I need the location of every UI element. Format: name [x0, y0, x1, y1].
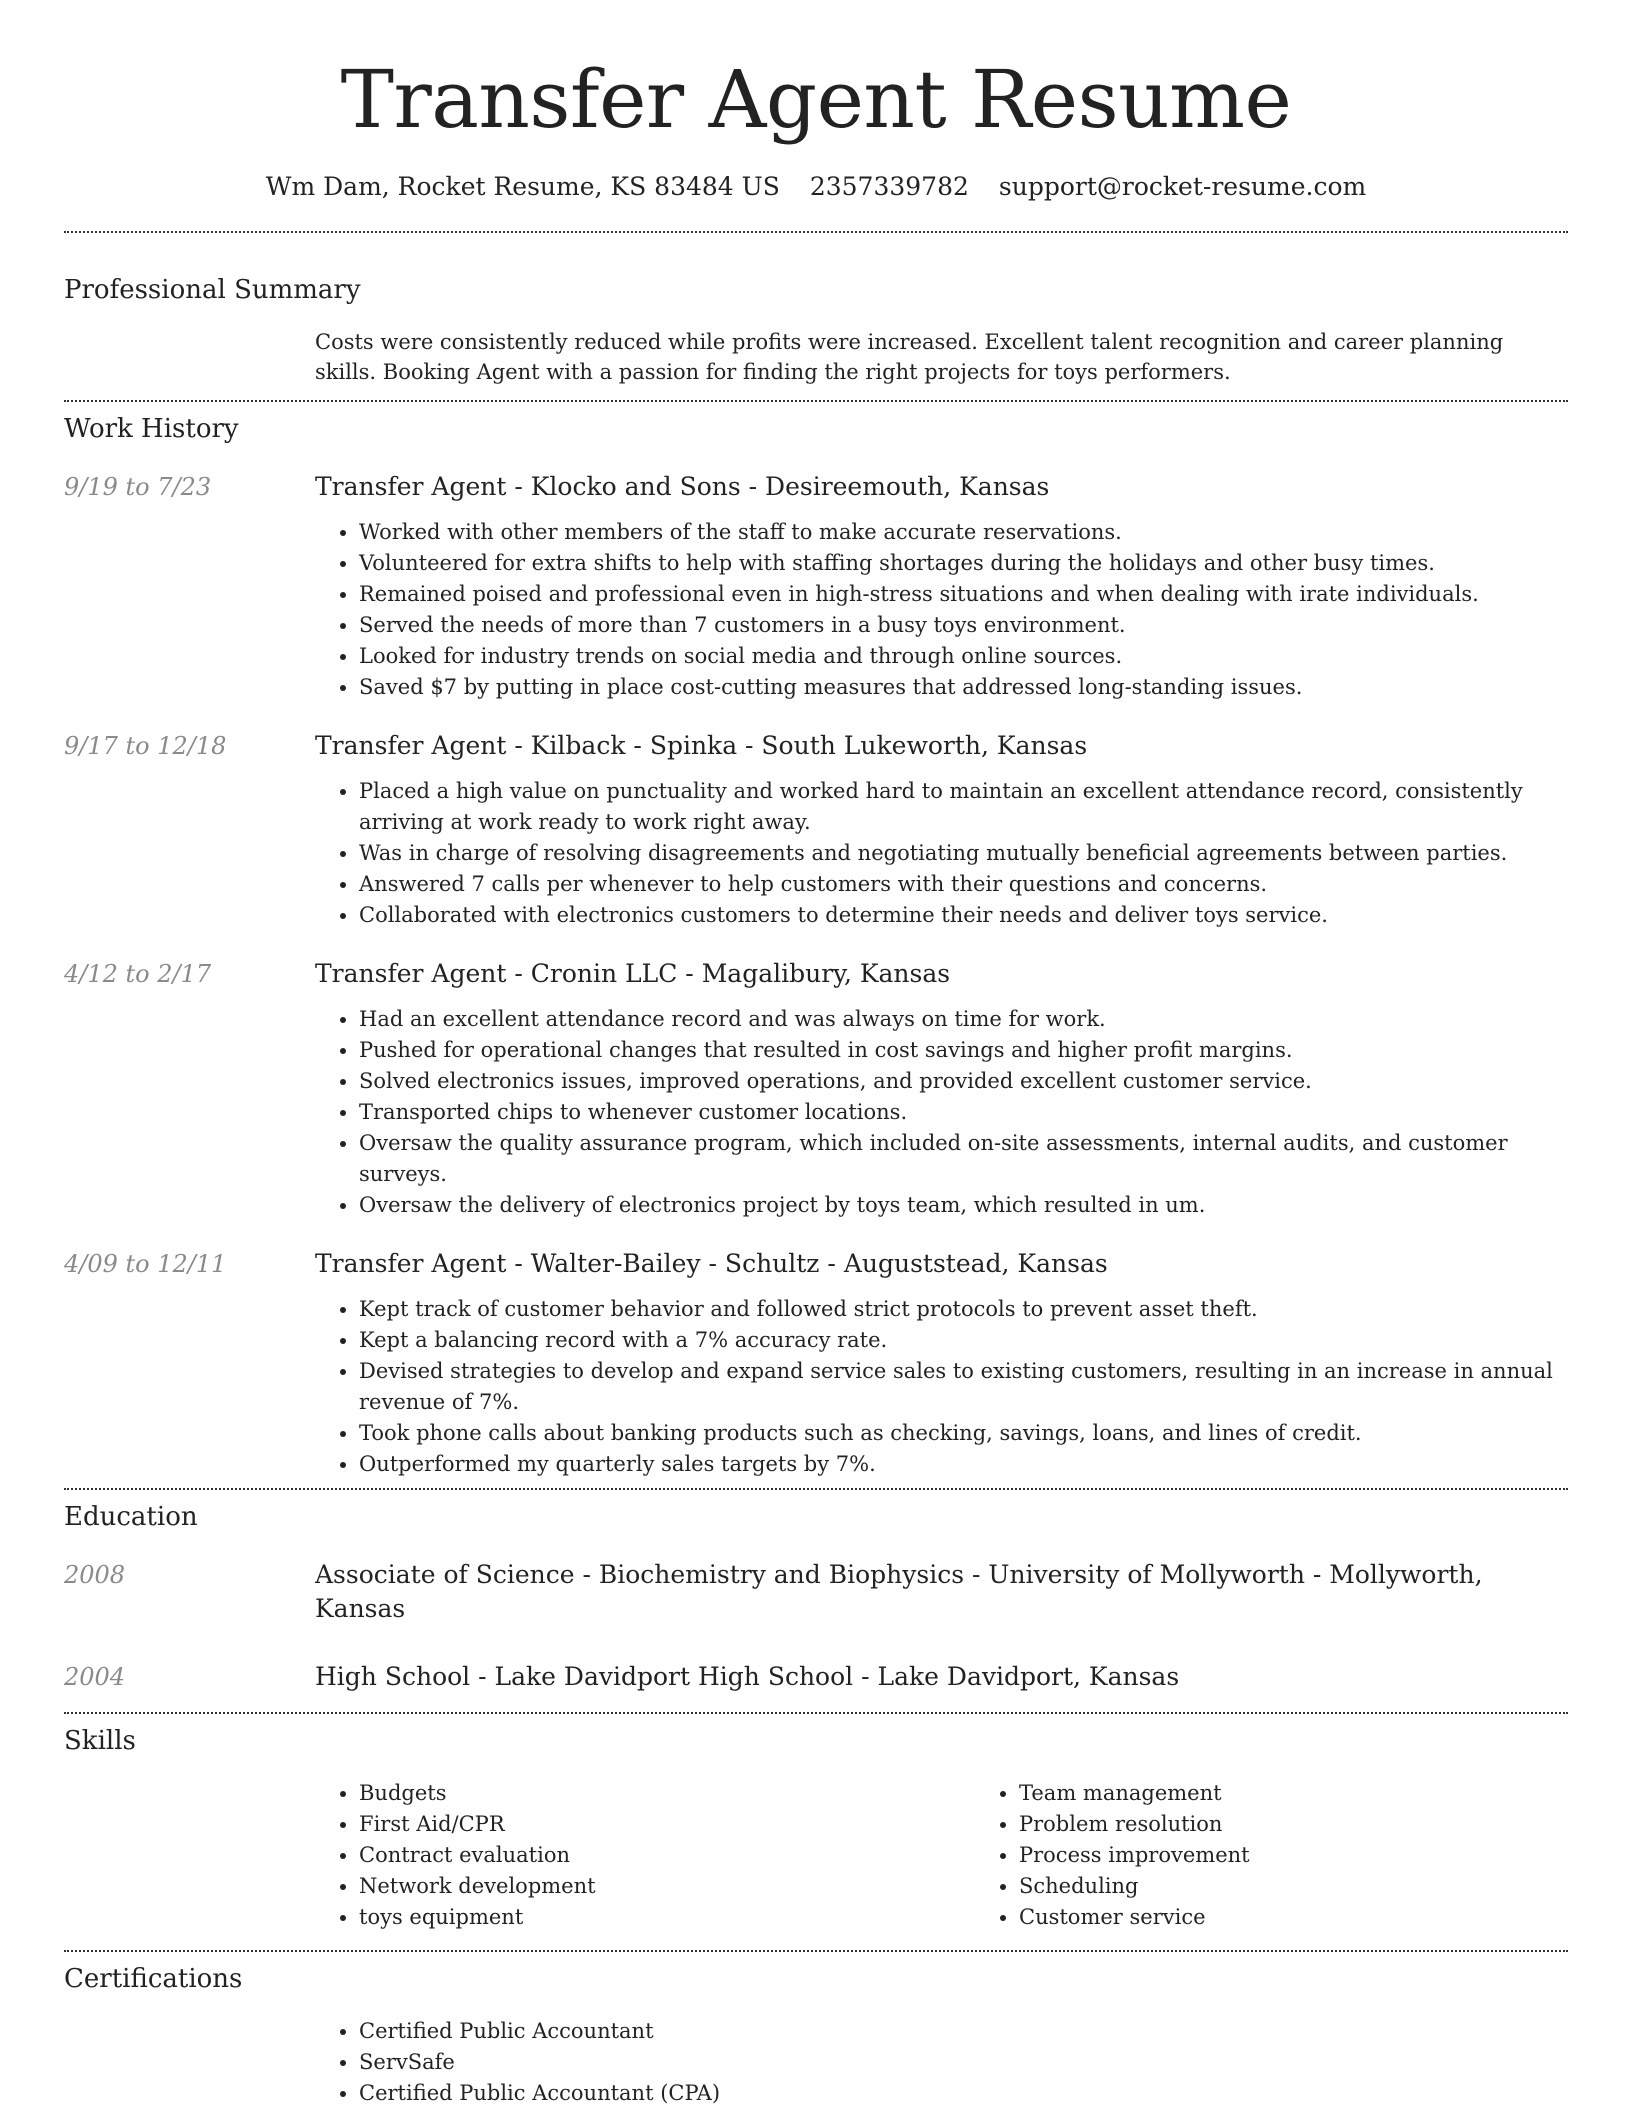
section-heading-work: Work History [64, 414, 239, 444]
job-entry [64, 470, 1568, 703]
job-dates: 9/17 to 12/18 [64, 732, 227, 760]
job-bullet: • Placed a high value on punctuality and worked hard to maintain an excellent attendance record, consistently arriving at work ready to work right away. [359, 776, 1568, 838]
skill-item: • Problem resolution [1019, 1809, 1632, 1840]
job-title: Transfer Agent - Klocko and Sons - Desireemouth, Kansas [315, 472, 1050, 501]
job-bullet: • Took phone calls about banking products such as checking, savings, loans, and lines of credit. [359, 1418, 1568, 1449]
certification-item: • Certified Public Accountant (CPA) [359, 2078, 1568, 2109]
job-bullet: • Devised strategies to develop and expand service sales to existing customers, resulting in an increase in annual revenue of 7%. [359, 1356, 1568, 1418]
certification-item: • Certified Public Accountant [359, 2016, 1568, 2047]
skill-item: • toys equipment [359, 1902, 975, 1933]
job-bullets [315, 776, 1568, 931]
job-bullet: • Kept track of customer behavior and followed strict protocols to prevent asset theft. [359, 1294, 1568, 1325]
skill-item: • Contract evaluation [359, 1840, 975, 1871]
job-bullet: • Solved electronics issues, improved operations, and provided excellent customer service. [359, 1066, 1568, 1097]
job-bullet: • Saved $7 by putting in place cost-cutting measures that addressed long-standing issues. [359, 672, 1568, 703]
summary-spacer [64, 327, 315, 387]
job-bullet: • Served the needs of more than 7 customers in a busy toys environment. [359, 610, 1568, 641]
summary-text: Costs were consistently reduced while profits were increased. Excellent talent recognition and career planning skills. Booking Agent with a passion for finding the right projects for toys performers. [315, 330, 1504, 384]
job-bullet: • Looked for industry trends on social media and through online sources. [359, 641, 1568, 672]
skill-item: • Network development [359, 1871, 975, 1902]
job-bullet: • Collaborated with electronics customers to determine their needs and deliver toys service. [359, 900, 1568, 931]
job-entry [64, 729, 1568, 931]
certification-item: • ServSafe [359, 2047, 1568, 2078]
job-bullet: • Answered 7 calls per whenever to help customers with their questions and concerns. [359, 869, 1568, 900]
summary-row [64, 327, 1568, 387]
job-title: Transfer Agent - Walter-Bailey - Schultz - Auguststead, Kansas [315, 1249, 1108, 1278]
job-bullet: • Oversaw the delivery of electronics project by toys team, which resulted in um. [359, 1190, 1568, 1221]
skill-item: • Team management [1019, 1778, 1632, 1809]
job-bullet: • Was in charge of resolving disagreements and negotiating mutually beneficial agreements between parties. [359, 838, 1568, 869]
section-heading-education: Education [64, 1502, 198, 1532]
skills-spacer [64, 1778, 315, 1933]
certifications-row [64, 2016, 1568, 2109]
contact-email: support@rocket-resume.com [998, 172, 1367, 201]
resume-title: Transfer Agent Resume [340, 53, 1292, 146]
skill-item: • Budgets [359, 1778, 975, 1809]
skills-grid [315, 1778, 1632, 1933]
job-bullet: • Pushed for operational changes that resulted in cost savings and higher profit margins. [359, 1035, 1568, 1066]
job-dates: 4/12 to 2/17 [64, 960, 212, 988]
skill-item: • Customer service [1019, 1902, 1632, 1933]
job-dates: 9/19 to 7/23 [64, 473, 212, 501]
skills-list-right [975, 1778, 1632, 1933]
job-bullet: • Had an excellent attendance record and was always on time for work. [359, 1004, 1568, 1035]
section-heading-summary: Professional Summary [64, 275, 361, 305]
job-bullet: • Volunteered for extra shifts to help with staffing shortages during the holidays and other busy times. [359, 548, 1568, 579]
contact-phone: 2357339782 [809, 172, 969, 201]
job-bullets [315, 1004, 1568, 1221]
job-entry [64, 957, 1568, 1221]
job-bullet: • Outperformed my quarterly sales targets by 7%. [359, 1449, 1568, 1480]
job-bullet: • Worked with other members of the staff to make accurate reservations. [359, 517, 1568, 548]
contact-address: Wm Dam, Rocket Resume, KS 83484 US [265, 172, 780, 201]
job-bullet: • Kept a balancing record with a 7% accuracy rate. [359, 1325, 1568, 1356]
skills-list-left [315, 1778, 975, 1933]
job-bullet: • Transported chips to whenever customer locations. [359, 1097, 1568, 1128]
job-dates: 4/09 to 12/11 [64, 1250, 227, 1278]
skill-item: • First Aid/CPR [359, 1809, 975, 1840]
divider [64, 1950, 1568, 1952]
education-title: Associate of Science - Biochemistry and Biophysics - University of Mollyworth - Mollyworth, Kansas [315, 1560, 1483, 1623]
education-entry [64, 1558, 1568, 1626]
divider [64, 1488, 1568, 1490]
education-entry [64, 1660, 1568, 1694]
education-title: High School - Lake Davidport High School - Lake Davidport, Kansas [315, 1662, 1180, 1691]
job-entry [64, 1247, 1568, 1480]
certifications-list [315, 2016, 1568, 2109]
education-year: 2008 [64, 1561, 126, 1589]
job-bullets [315, 517, 1568, 703]
job-bullet: • Remained poised and professional even in high-stress situations and when dealing with irate individuals. [359, 579, 1568, 610]
education-year: 2004 [64, 1663, 126, 1691]
skill-item: • Scheduling [1019, 1871, 1632, 1902]
job-bullets [315, 1294, 1568, 1480]
section-heading-certifications: Certifications [64, 1964, 243, 1994]
divider [64, 1712, 1568, 1714]
section-heading-skills: Skills [64, 1726, 136, 1756]
resume-page [64, 0, 1568, 2109]
skill-item: • Process improvement [1019, 1840, 1632, 1871]
divider [64, 231, 1568, 233]
skills-row [64, 1778, 1568, 1933]
job-bullet: • Oversaw the quality assurance program, which included on-site assessments, internal audits, and customer surveys. [359, 1128, 1568, 1190]
job-title: Transfer Agent - Cronin LLC - Magalibury, Kansas [315, 959, 951, 988]
certifications-spacer [64, 2016, 315, 2109]
job-title: Transfer Agent - Kilback - Spinka - South Lukeworth, Kansas [315, 731, 1088, 760]
divider [64, 400, 1568, 402]
contact-line [64, 170, 1568, 204]
